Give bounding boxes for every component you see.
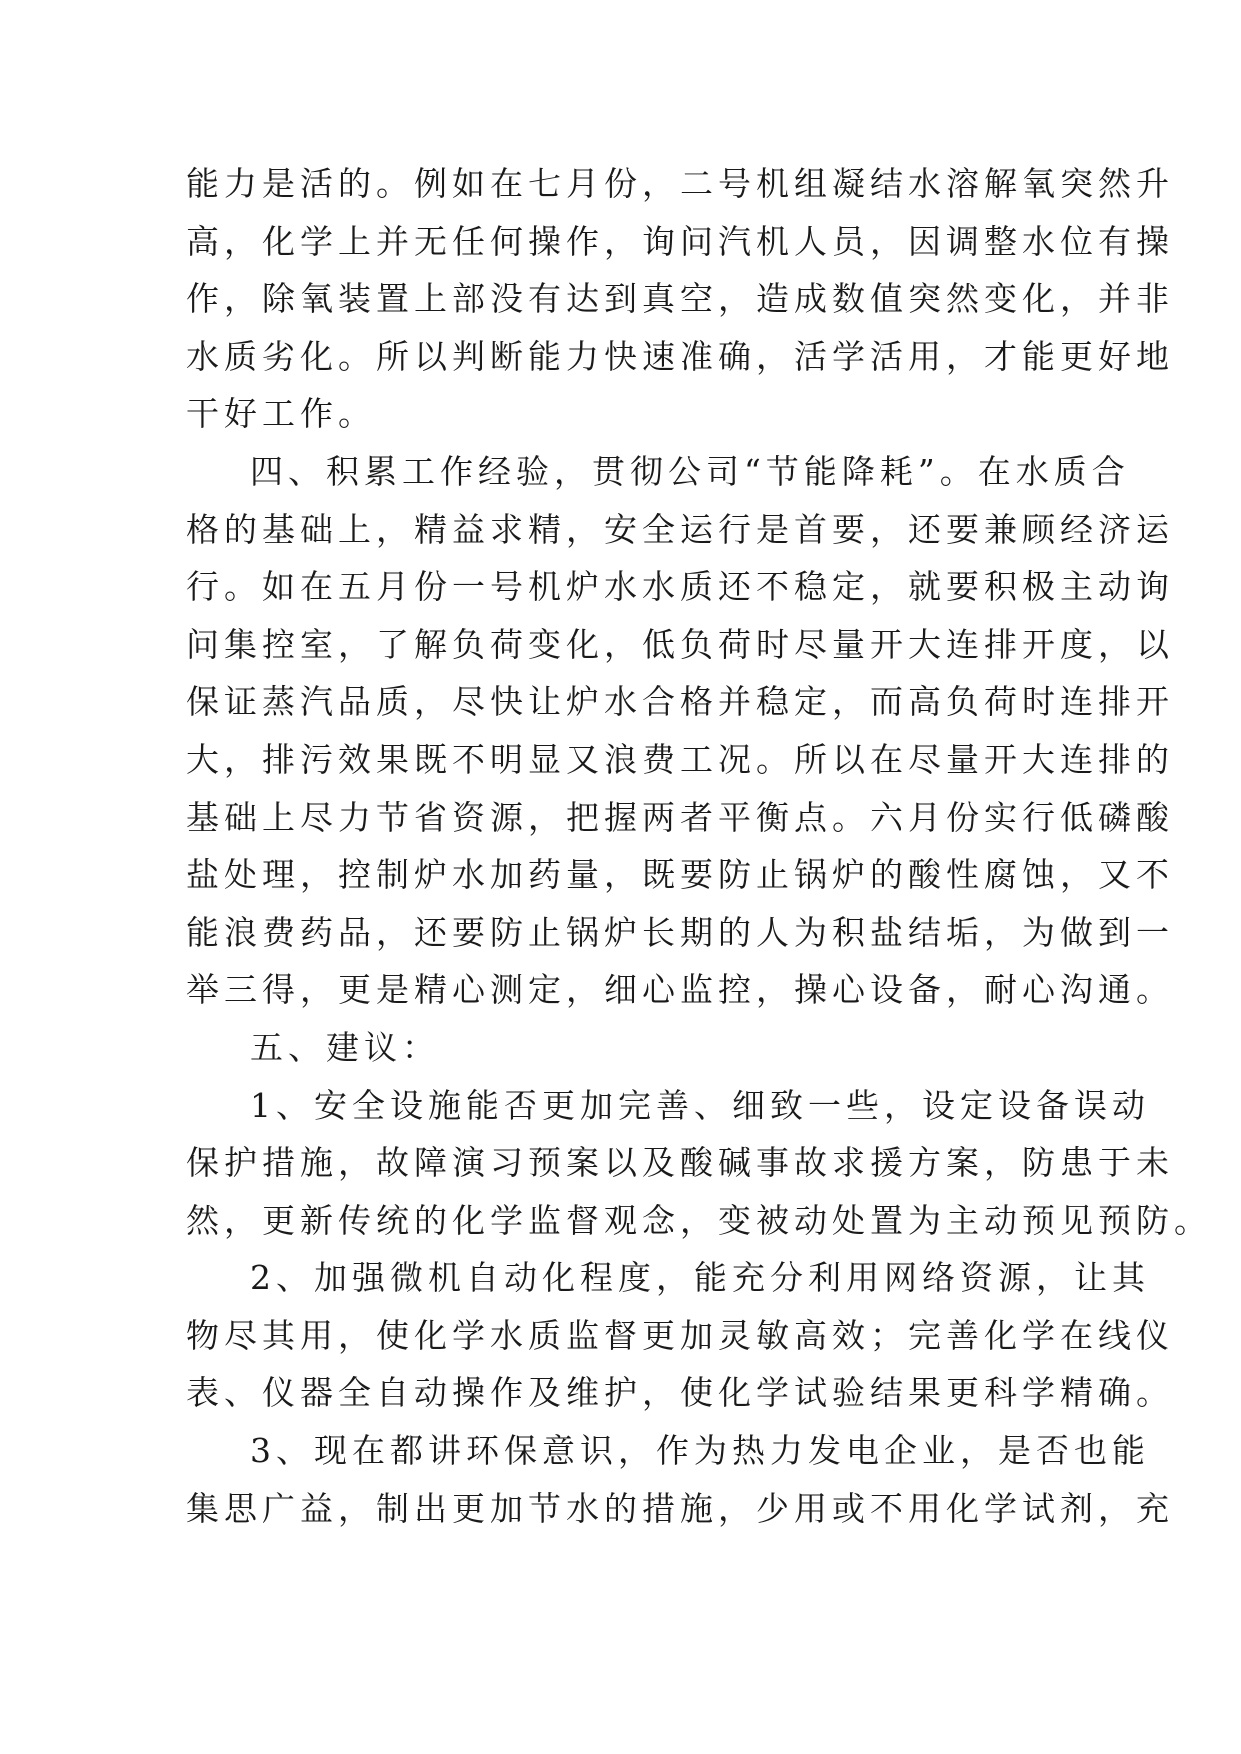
text-line: 能力是活的。例如在七月份，二号机组凝结水溶解氧突然升 bbox=[186, 164, 1174, 203]
suggestion-1-line: 1、安全设施能否更加完善、细致一些，设定设备误动 bbox=[250, 1085, 1150, 1125]
text-line: 行。如在五月份一号机炉水水质还不稳定，就要积极主动询 bbox=[186, 567, 1174, 607]
text-line: 举三得，更是精心测定，细心监控，操心设备，耐心沟通。 bbox=[186, 970, 1174, 1010]
text-line: 保证蒸汽品质，尽快让炉水合格并稳定，而高负荷时连排开 bbox=[186, 682, 1174, 722]
text-line: 大，排污效果既不明显又浪费工况。所以在尽量开大连排的 bbox=[186, 739, 1174, 779]
section-four-heading-line: 四、积累工作经验，贯彻公司“节能降耗”。在水质合 bbox=[250, 451, 1130, 491]
text-line: 高，化学上并无任何操作，询问汽机人员，因调整水位有操 bbox=[186, 221, 1174, 261]
suggestion-2-line: 2、加强微机自动化程度，能充分利用网络资源，让其 bbox=[250, 1258, 1150, 1298]
suggestion-3-line: 3、现在都讲环保意识，作为热力发电企业，是否也能 bbox=[250, 1431, 1150, 1471]
text-line: 基础上尽力节省资源，把握两者平衡点。六月份实行低磷酸 bbox=[186, 797, 1174, 837]
section-five-heading: 五、建议： bbox=[250, 1027, 440, 1067]
text-line: 作，除氧装置上部没有达到真空，造成数值突然变化，并非 bbox=[186, 279, 1174, 319]
body-text bbox=[186, 155, 1212, 1537]
text-line: 格的基础上，精益求精，安全运行是首要，还要兼顾经济运 bbox=[186, 509, 1174, 549]
text-line: 保护措施，故障演习预案以及酸碱事故求援方案，防患于未 bbox=[186, 1143, 1174, 1183]
text-line: 然，更新传统的化学监督观念，变被动处置为主动预见预防。 bbox=[186, 1200, 1212, 1240]
text-line: 问集控室，了解负荷变化，低负荷时尽量开大连排开度，以 bbox=[186, 624, 1174, 664]
text-line: 表、仪器全自动操作及维护，使化学试验结果更科学精确。 bbox=[186, 1373, 1174, 1413]
text-line: 集思广益，制出更加节水的措施，少用或不用化学试剂，充 bbox=[186, 1488, 1174, 1528]
text-line: 盐处理，控制炉水加药量，既要防止锅炉的酸性腐蚀，又不 bbox=[186, 855, 1174, 895]
text-line: 物尽其用，使化学水质监督更加灵敏高效；完善化学在线仪 bbox=[186, 1315, 1174, 1355]
text-line: 干好工作。 bbox=[186, 394, 376, 434]
text-line: 水质劣化。所以判断能力快速准确，活学活用，才能更好地 bbox=[186, 336, 1174, 376]
text-line: 能浪费药品，还要防止锅炉长期的人为积盐结垢，为做到一 bbox=[186, 912, 1174, 952]
